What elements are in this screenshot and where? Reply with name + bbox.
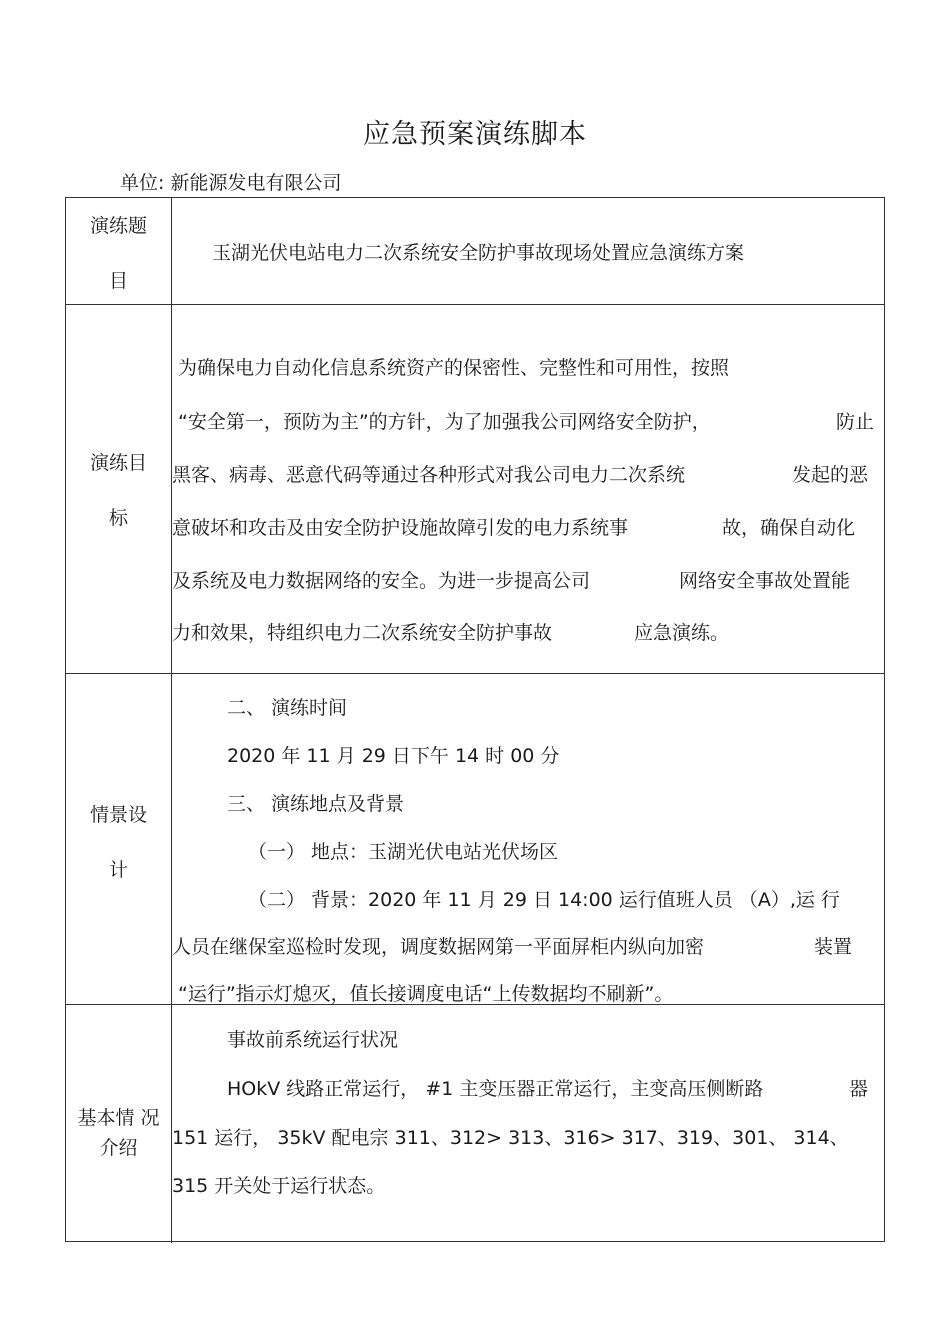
drill-table — [65, 197, 885, 1242]
objective-line: 发起的恶 — [792, 464, 869, 486]
objective-line: 黑客、病毒、恶意代码等通过各种形式对我公司电力二次系统 — [172, 464, 686, 486]
objective-line: 应急演练。 — [634, 622, 730, 644]
objective-line: 故，确保自动化 — [722, 517, 856, 539]
situation-line: 315 开关处于运行状态。 — [172, 1175, 386, 1197]
document-title: 应急预案演练脚本 — [363, 119, 587, 150]
label-basic-situation — [66, 1005, 172, 1243]
scenario-line: 人员在继保室巡检时发现，调度数据网第一平面屏柜内纵向加密 — [172, 936, 705, 958]
objective-line: 防止 — [836, 411, 875, 433]
scenario-line: （二） 背景：2020 年 11 月 29 日 14:00 运行值班人员 （A）,运 行 — [248, 889, 840, 911]
objective-line: “安全第一，预防为主”的方针，为了加强我公司网络安全防护， — [178, 411, 711, 433]
situation-line: HOkV 线路正常运行， #1 主变压器正常运行，主变高压侧断路 — [227, 1078, 764, 1100]
situation-line: 事故前系统运行状况 — [227, 1029, 399, 1051]
row-drill-title — [66, 198, 884, 305]
situation-line: 151 运行， 35kV 配电宗 311、312> 313、316> 317、319、301、 314、 — [172, 1127, 849, 1149]
objective-line: 力和效果，特组织电力二次系统安全防护事故 — [172, 622, 553, 644]
content-drill-objective — [172, 305, 884, 673]
scenario-line: 二、 演练时间 — [227, 697, 348, 719]
drill-title-text: 玉湖光伏电站电力二次系统安全防护事故现场处置应急演练方案 — [212, 242, 745, 264]
label-drill-title — [66, 198, 172, 304]
content-drill-title — [172, 198, 884, 304]
scenario-line: 2020 年 11 月 29 日下午 14 时 00 分 — [227, 745, 560, 767]
situation-line: 器 — [849, 1078, 869, 1100]
label-scenario-design — [66, 674, 172, 1004]
scenario-line: （一） 地点：玉湖光伏电站光伏场区 — [248, 841, 559, 863]
content-scenario-design — [172, 674, 884, 1004]
content-basic-situation — [172, 1005, 884, 1243]
label-line: 计 — [108, 859, 128, 881]
row-scenario-design — [66, 674, 884, 1005]
label-line: 介绍 — [99, 1137, 138, 1159]
objective-line: 为确保电力自动化信息系统资产的保密性、完整性和可用性，按照 — [178, 357, 730, 379]
label-line: 演练目 — [89, 452, 147, 474]
label-line: 演练题 — [89, 215, 147, 237]
row-drill-objective — [66, 305, 884, 674]
scenario-line: “运行”指示灯熄灭，值长接调度电话“上传数据均不刷新”。 — [178, 983, 674, 1005]
scenario-line: 装置 — [814, 936, 853, 958]
unit-line: 单位: 新能源发电有限公司 — [120, 172, 342, 194]
row-basic-situation — [66, 1005, 884, 1243]
label-drill-objective — [66, 305, 172, 673]
label-line: 情景设 — [89, 804, 147, 826]
label-line: 标 — [108, 507, 128, 529]
objective-line: 意破坏和攻击及由安全防护设施故障引发的电力系统事 — [172, 517, 629, 539]
objective-line: 网络安全事故处置能 — [679, 570, 851, 592]
scenario-line: 三、 演练地点及背景 — [227, 793, 405, 815]
label-line: 目 — [108, 270, 128, 292]
objective-line: 及系统及电力数据网络的安全。为进一步提高公司 — [172, 570, 591, 592]
label-line: 基本情 况 — [77, 1107, 160, 1129]
